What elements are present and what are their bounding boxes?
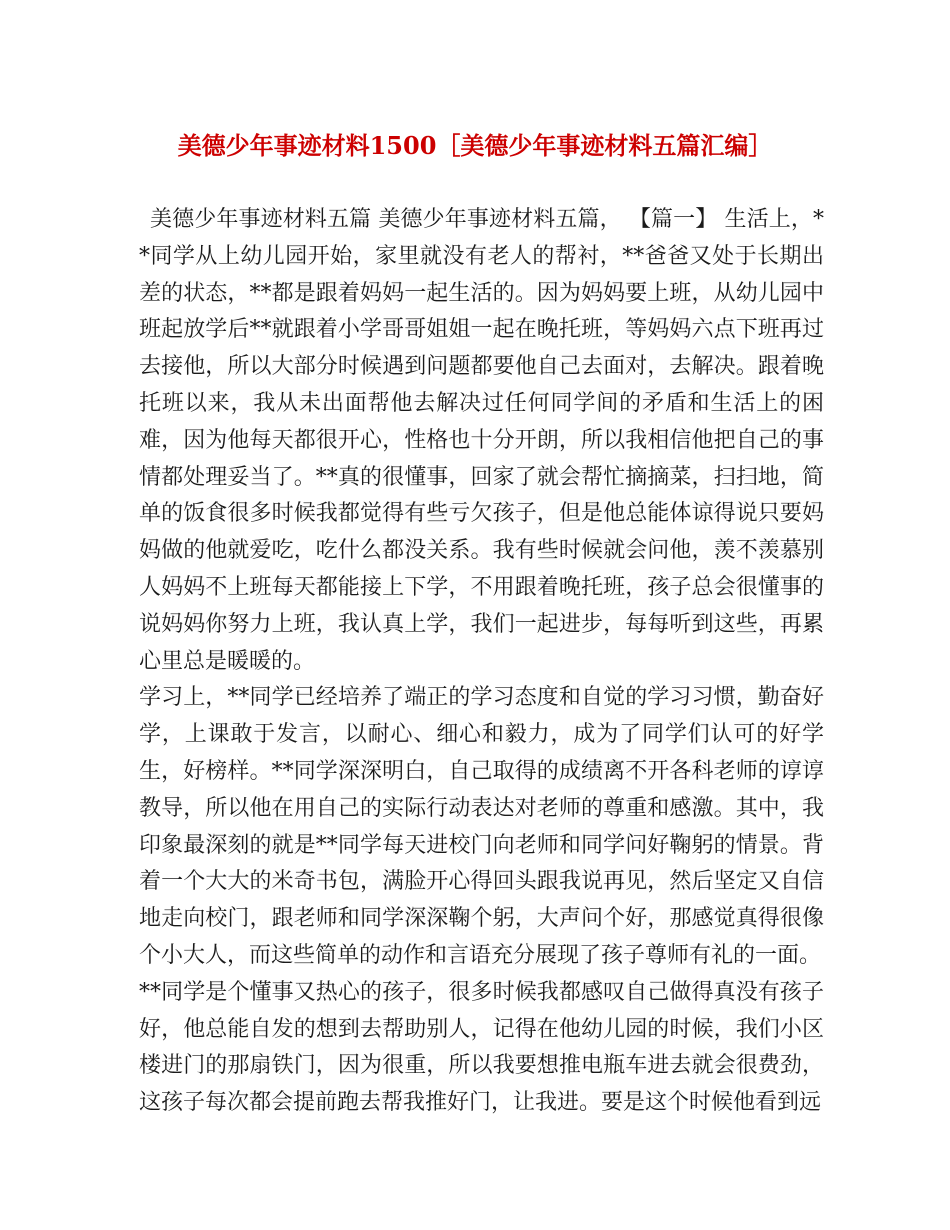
paragraph-study: 学习上，**同学已经培养了端正的学习态度和自觉的学习习惯，勤奋好学，上课敢于发言，以耐心、细心和毅力，成为了同学们认可的好学生，好榜样。**同学深深明白，自己取得的成绩离不开各科老师的谆谆教导，所以他在用自己的实际行动表达对老师的尊重和感激。其中，我印象最深刻的就是**同学每天进校门向老师和同学问好鞠躬的情景。背着一个大大的米奇书包，满脸开心得回头跟我说再见，然后坚定又自信地走向校门，跟老师和同学深深鞠个躬，大声问个好，那感觉真得很像个小大人，而这些简单的动作和言语充分展现了孩子尊师有礼的一面。 xyxy=(139,685,824,968)
document-title: 美德少年事迹材料1500［美德少年事迹材料五篇汇编］ xyxy=(177,131,773,160)
paragraph-helpful: **同学是个懂事又热心的孩子，很多时候我都感叹自己做得真没有孩子好，他总能自发的想到去帮助别人，记得在他幼儿园的时候，我们小区楼进门的那扇铁门，因为很重，所以我要想推电瓶车进去就会很费劲，这孩子每次都会提前跑去帮我推好门，让我进。要是这个时候他看到远 xyxy=(139,979,824,1116)
document-body xyxy=(139,202,824,1122)
paragraph-life: 美德少年事迹材料五篇 美德少年事迹材料五篇， 【篇一】 生活上，**同学从上幼儿园开始，家里就没有老人的帮衬，**爸爸又处于长期出差的状态，**都是跟着妈妈一起生活的。因为妈妈要上班，从幼儿园中班起放学后**就跟着小学哥哥姐姐一起在晚托班，等妈妈六点下班再过去接他，所以大部分时候遇到问题都要他自己去面对，去解决。跟着晚托班以来，我从未出面帮他去解决过任何同学间的矛盾和生活上的困难，因为他每天都很开心，性格也十分开朗，所以我相信他把自己的事情都处理妥当了。**真的很懂事，回家了就会帮忙摘摘菜，扫扫地，简单的饭食很多时候我都觉得有些亏欠孩子，但是他总能体谅得说只要妈妈做的他就爱吃，吃什么都没关系。我有些时候就会问他，羡不羡慕别人妈妈不上班每天都能接上下学，不用跟着晚托班，孩子总会很懂事的说妈妈你努力上班，我认真上学，我们一起进步，每每听到这些，再累心里总是暖暖的。 xyxy=(139,207,824,674)
